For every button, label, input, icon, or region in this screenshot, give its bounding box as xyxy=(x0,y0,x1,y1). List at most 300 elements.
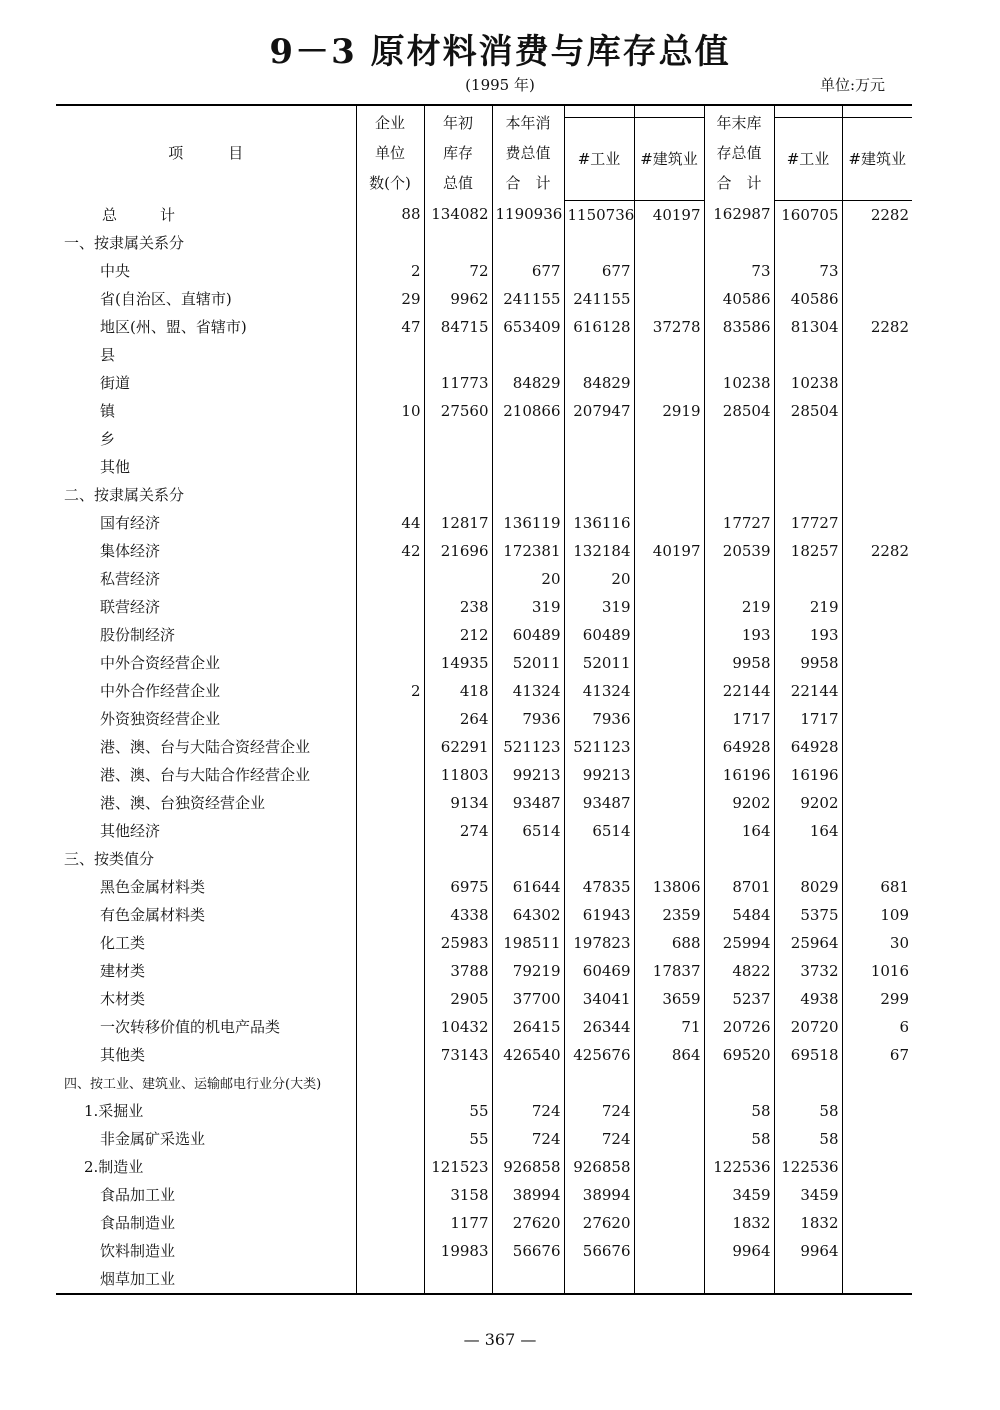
cell-value: 1832 xyxy=(774,1209,842,1237)
cell-value xyxy=(634,1181,704,1209)
row-label: 食品制造业 xyxy=(100,1214,176,1232)
cell-value: 21696 xyxy=(424,537,492,565)
cell-value: 122536 xyxy=(704,1153,774,1181)
row-label: 木材类 xyxy=(100,990,146,1008)
cell-value xyxy=(634,845,704,873)
table-row xyxy=(56,481,912,509)
cell-value: 418 xyxy=(424,677,492,705)
cell-value xyxy=(356,593,424,621)
cell-value: 193 xyxy=(774,621,842,649)
cell-value xyxy=(634,285,704,313)
cell-value: 9958 xyxy=(774,649,842,677)
cell-value: 67 xyxy=(842,1041,912,1069)
cell-value: 20539 xyxy=(704,537,774,565)
cell-value: 134082 xyxy=(424,200,492,229)
cell-value xyxy=(842,481,912,509)
table-row xyxy=(56,1013,912,1041)
table-row xyxy=(56,1181,912,1209)
cell-value xyxy=(492,1069,564,1097)
cell-value: 132184 xyxy=(564,537,634,565)
cell-value xyxy=(424,453,492,481)
table-row xyxy=(56,1153,912,1181)
cell-value: 26344 xyxy=(564,1013,634,1041)
table-row xyxy=(56,1125,912,1153)
cell-value xyxy=(634,593,704,621)
cell-value: 6975 xyxy=(424,873,492,901)
cell-value xyxy=(842,593,912,621)
cell-value xyxy=(634,817,704,845)
cell-value: 241155 xyxy=(492,285,564,313)
row-label: 地区(州、盟、省辖市) xyxy=(100,318,247,336)
cell-value: 6514 xyxy=(492,817,564,845)
header-closing-construction: #建筑业 xyxy=(842,118,912,200)
cell-value xyxy=(356,1069,424,1097)
cell-value: 7936 xyxy=(492,705,564,733)
cell-value xyxy=(704,845,774,873)
cell-value xyxy=(774,565,842,593)
cell-value xyxy=(774,425,842,453)
cell-value: 9134 xyxy=(424,789,492,817)
cell-value: 2905 xyxy=(424,985,492,1013)
page-number: — 367 — xyxy=(463,1330,537,1349)
cell-value: 677 xyxy=(564,257,634,285)
cell-value: 12817 xyxy=(424,509,492,537)
cell-value: 27560 xyxy=(424,397,492,425)
cell-value: 84829 xyxy=(492,369,564,397)
cell-value xyxy=(842,1069,912,1097)
cell-value: 10238 xyxy=(704,369,774,397)
cell-value xyxy=(634,1265,704,1294)
cell-value xyxy=(424,229,492,257)
cell-value xyxy=(564,425,634,453)
table-body xyxy=(56,200,912,1294)
cell-value: 219 xyxy=(774,593,842,621)
cell-value: 40586 xyxy=(774,285,842,313)
row-label: 其他经济 xyxy=(100,822,161,840)
cell-value: 2 xyxy=(356,677,424,705)
cell-value xyxy=(356,229,424,257)
cell-value: 99213 xyxy=(492,761,564,789)
cell-value xyxy=(634,453,704,481)
cell-value xyxy=(564,229,634,257)
cell-value: 6514 xyxy=(564,817,634,845)
cell-value: 20726 xyxy=(704,1013,774,1041)
cell-value: 19983 xyxy=(424,1237,492,1265)
cell-value xyxy=(356,341,424,369)
table-row xyxy=(56,565,912,593)
cell-value xyxy=(356,621,424,649)
cell-value xyxy=(356,817,424,845)
cell-value xyxy=(356,425,424,453)
cell-value xyxy=(356,733,424,761)
cell-value xyxy=(842,341,912,369)
cell-value: 241155 xyxy=(564,285,634,313)
cell-value: 83586 xyxy=(704,313,774,341)
row-label: 三、按类值分 xyxy=(64,850,155,868)
row-label: 中外合资经营企业 xyxy=(100,654,221,672)
cell-value: 61943 xyxy=(564,901,634,929)
row-label: 四、按工业、建筑业、运输邮电行业分(大类) xyxy=(64,1077,322,1092)
cell-value: 9964 xyxy=(704,1237,774,1265)
cell-value xyxy=(356,1237,424,1265)
cell-value: 11803 xyxy=(424,761,492,789)
cell-value xyxy=(356,1265,424,1294)
table-row xyxy=(56,1209,912,1237)
cell-value: 17837 xyxy=(634,957,704,985)
cell-value: 926858 xyxy=(492,1153,564,1181)
cell-value xyxy=(634,677,704,705)
page-title: 9－3 原材料消费与库存总值 xyxy=(269,32,731,72)
row-label: 镇 xyxy=(100,402,116,420)
cell-value xyxy=(356,873,424,901)
cell-value xyxy=(634,481,704,509)
cell-value xyxy=(842,761,912,789)
table-row xyxy=(56,341,912,369)
cell-value xyxy=(356,1209,424,1237)
cell-value: 52011 xyxy=(564,649,634,677)
cell-value xyxy=(356,957,424,985)
cell-value: 109 xyxy=(842,901,912,929)
cell-value: 44 xyxy=(356,509,424,537)
cell-value xyxy=(842,369,912,397)
table-row xyxy=(56,817,912,845)
cell-value xyxy=(842,1209,912,1237)
cell-value xyxy=(634,1097,704,1125)
cell-value xyxy=(356,1181,424,1209)
cell-value: 162987 xyxy=(704,200,774,229)
cell-value: 724 xyxy=(492,1125,564,1153)
cell-value xyxy=(774,453,842,481)
cell-value xyxy=(634,369,704,397)
cell-value: 88 xyxy=(356,200,424,229)
cell-value: 4938 xyxy=(774,985,842,1013)
cell-value xyxy=(842,257,912,285)
cell-value: 1832 xyxy=(704,1209,774,1237)
cell-value xyxy=(356,1097,424,1125)
cell-value xyxy=(704,229,774,257)
cell-value: 40586 xyxy=(704,285,774,313)
cell-value: 212 xyxy=(424,621,492,649)
cell-value: 28504 xyxy=(704,397,774,425)
cell-value: 38994 xyxy=(492,1181,564,1209)
cell-value: 58 xyxy=(774,1125,842,1153)
cell-value: 3459 xyxy=(774,1181,842,1209)
table-row xyxy=(56,1237,912,1265)
row-label: 股份制经济 xyxy=(100,626,176,644)
cell-value: 16196 xyxy=(774,761,842,789)
table-row xyxy=(56,761,912,789)
cell-value xyxy=(634,1125,704,1153)
cell-value xyxy=(564,453,634,481)
cell-value xyxy=(564,1069,634,1097)
row-label: 2.制造业 xyxy=(84,1158,144,1176)
cell-value xyxy=(842,789,912,817)
row-label: 乡 xyxy=(100,430,116,448)
cell-value xyxy=(842,649,912,677)
cell-value: 56676 xyxy=(564,1237,634,1265)
cell-value: 93487 xyxy=(564,789,634,817)
cell-value: 28504 xyxy=(774,397,842,425)
cell-value: 58 xyxy=(704,1097,774,1125)
cell-value: 121523 xyxy=(424,1153,492,1181)
cell-value xyxy=(774,229,842,257)
cell-value xyxy=(634,1209,704,1237)
cell-value: 16196 xyxy=(704,761,774,789)
cell-value: 8029 xyxy=(774,873,842,901)
table-row xyxy=(56,313,912,341)
cell-value xyxy=(492,845,564,873)
cell-value xyxy=(424,481,492,509)
table-row xyxy=(56,1069,912,1097)
table-row xyxy=(56,929,912,957)
cell-value: 25964 xyxy=(774,929,842,957)
row-label: 港、澳、台与大陆合作经营企业 xyxy=(100,766,311,784)
cell-value: 69518 xyxy=(774,1041,842,1069)
cell-value: 60489 xyxy=(492,621,564,649)
cell-value: 2 xyxy=(356,257,424,285)
cell-value xyxy=(634,1153,704,1181)
table-row xyxy=(56,1265,912,1294)
cell-value: 164 xyxy=(704,817,774,845)
year-label: (1995 年) xyxy=(465,76,535,94)
cell-value: 27620 xyxy=(492,1209,564,1237)
cell-value: 3659 xyxy=(634,985,704,1013)
cell-value xyxy=(842,1153,912,1181)
cell-value xyxy=(704,341,774,369)
cell-value xyxy=(634,649,704,677)
cell-value: 84829 xyxy=(564,369,634,397)
table-row xyxy=(56,1097,912,1125)
cell-value: 60489 xyxy=(564,621,634,649)
cell-value: 60469 xyxy=(564,957,634,985)
cell-value: 38994 xyxy=(564,1181,634,1209)
row-label: 化工类 xyxy=(100,934,146,952)
row-label: 一、按隶属关系分 xyxy=(64,234,185,252)
cell-value xyxy=(356,481,424,509)
cell-value: 25994 xyxy=(704,929,774,957)
cell-value xyxy=(842,845,912,873)
cell-value: 2359 xyxy=(634,901,704,929)
cell-value xyxy=(356,761,424,789)
cell-value xyxy=(842,1237,912,1265)
cell-value: 3732 xyxy=(774,957,842,985)
table-row xyxy=(56,649,912,677)
row-label: 联营经济 xyxy=(100,598,161,616)
cell-value: 41324 xyxy=(492,677,564,705)
cell-value: 73143 xyxy=(424,1041,492,1069)
cell-value: 197823 xyxy=(564,929,634,957)
cell-value: 58 xyxy=(774,1097,842,1125)
row-label: 食品加工业 xyxy=(100,1186,176,1204)
cell-value: 3788 xyxy=(424,957,492,985)
cell-value xyxy=(842,453,912,481)
cell-value: 47 xyxy=(356,313,424,341)
cell-value xyxy=(424,425,492,453)
cell-value xyxy=(634,705,704,733)
cell-value xyxy=(842,229,912,257)
cell-value xyxy=(842,1097,912,1125)
header-closing-stock: 年末库 存总值 合 计 xyxy=(704,105,774,200)
cell-value: 926858 xyxy=(564,1153,634,1181)
cell-value: 71 xyxy=(634,1013,704,1041)
cell-value: 724 xyxy=(564,1125,634,1153)
data-table xyxy=(56,104,912,1295)
cell-value: 9964 xyxy=(774,1237,842,1265)
cell-value: 30 xyxy=(842,929,912,957)
cell-value: 172381 xyxy=(492,537,564,565)
cell-value: 136116 xyxy=(564,509,634,537)
row-label: 私营经济 xyxy=(100,570,161,588)
cell-value xyxy=(492,453,564,481)
cell-value xyxy=(356,1153,424,1181)
cell-value xyxy=(634,565,704,593)
header-construction: #建筑业 xyxy=(634,118,704,200)
cell-value: 9202 xyxy=(774,789,842,817)
row-label: 港、澳、台与大陆合资经营企业 xyxy=(100,738,311,756)
row-label: 中外合作经营企业 xyxy=(100,682,221,700)
cell-value xyxy=(774,481,842,509)
row-label: 国有经济 xyxy=(100,514,161,532)
cell-value: 136119 xyxy=(492,509,564,537)
cell-value xyxy=(774,1069,842,1097)
cell-value xyxy=(704,425,774,453)
cell-value: 193 xyxy=(704,621,774,649)
cell-value: 9202 xyxy=(704,789,774,817)
cell-value xyxy=(356,789,424,817)
cell-value: 219 xyxy=(704,593,774,621)
cell-value: 99213 xyxy=(564,761,634,789)
cell-value: 34041 xyxy=(564,985,634,1013)
cell-value: 264 xyxy=(424,705,492,733)
cell-value: 4822 xyxy=(704,957,774,985)
table-row xyxy=(56,453,912,481)
cell-value: 58 xyxy=(704,1125,774,1153)
cell-value: 69520 xyxy=(704,1041,774,1069)
table-row xyxy=(56,229,912,257)
cell-value xyxy=(356,565,424,593)
cell-value xyxy=(634,621,704,649)
cell-value xyxy=(634,1069,704,1097)
cell-value xyxy=(634,257,704,285)
row-label: 街道 xyxy=(100,374,131,392)
cell-value xyxy=(492,1265,564,1294)
cell-value xyxy=(842,285,912,313)
cell-value xyxy=(356,1041,424,1069)
row-label: 总 计 xyxy=(102,205,190,224)
table-row xyxy=(56,397,912,425)
cell-value xyxy=(424,1265,492,1294)
row-label: 有色金属材料类 xyxy=(100,906,206,924)
cell-value: 64928 xyxy=(774,733,842,761)
cell-value: 17727 xyxy=(704,509,774,537)
cell-value: 238 xyxy=(424,593,492,621)
cell-value xyxy=(492,341,564,369)
cell-value xyxy=(356,1013,424,1041)
cell-value xyxy=(842,397,912,425)
cell-value xyxy=(492,481,564,509)
row-label: 其他类 xyxy=(100,1046,146,1064)
table-row xyxy=(56,677,912,705)
cell-value: 319 xyxy=(492,593,564,621)
cell-value: 521123 xyxy=(492,733,564,761)
table-row xyxy=(56,985,912,1013)
cell-value: 25983 xyxy=(424,929,492,957)
cell-value: 37700 xyxy=(492,985,564,1013)
header-opening-stock: 年初 库存 总值 xyxy=(424,105,492,200)
cell-value xyxy=(492,425,564,453)
cell-value xyxy=(634,761,704,789)
row-label: 县 xyxy=(100,346,116,364)
cell-value: 47835 xyxy=(564,873,634,901)
table-row xyxy=(56,873,912,901)
cell-value: 9962 xyxy=(424,285,492,313)
cell-value xyxy=(356,453,424,481)
cell-value: 1150736 xyxy=(564,200,634,229)
cell-value: 9958 xyxy=(704,649,774,677)
cell-value xyxy=(842,677,912,705)
cell-value xyxy=(356,649,424,677)
cell-value xyxy=(842,1125,912,1153)
cell-value: 2282 xyxy=(842,313,912,341)
cell-value xyxy=(356,705,424,733)
cell-value: 864 xyxy=(634,1041,704,1069)
cell-value: 6 xyxy=(842,1013,912,1041)
cell-value: 79219 xyxy=(492,957,564,985)
row-label: 黑色金属材料类 xyxy=(100,878,206,896)
cell-value xyxy=(356,845,424,873)
cell-value: 17727 xyxy=(774,509,842,537)
cell-value: 93487 xyxy=(492,789,564,817)
cell-value: 56676 xyxy=(492,1237,564,1265)
header-enterprises: 企业 单位 数(个) xyxy=(356,105,424,200)
table-row xyxy=(56,901,912,929)
cell-value: 274 xyxy=(424,817,492,845)
cell-value: 8701 xyxy=(704,873,774,901)
row-label: 烟草加工业 xyxy=(56,1265,356,1294)
header-consumption-total: 本年消 费总值 合 计 xyxy=(492,105,564,200)
cell-value: 5237 xyxy=(704,985,774,1013)
cell-value xyxy=(634,425,704,453)
cell-value xyxy=(842,1181,912,1209)
cell-value: 20720 xyxy=(774,1013,842,1041)
cell-value xyxy=(356,1125,424,1153)
header-industry: #工业 xyxy=(564,118,634,200)
row-label: 其他 xyxy=(100,458,131,476)
cell-value: 55 xyxy=(424,1097,492,1125)
table-row xyxy=(56,593,912,621)
cell-value xyxy=(356,901,424,929)
row-label: 中央 xyxy=(100,262,131,280)
cell-value: 41324 xyxy=(564,677,634,705)
table-row xyxy=(56,1041,912,1069)
table-row xyxy=(56,257,912,285)
cell-value: 3459 xyxy=(704,1181,774,1209)
row-label: 集体经济 xyxy=(100,542,161,560)
cell-value xyxy=(564,481,634,509)
cell-value: 10 xyxy=(356,397,424,425)
cell-value xyxy=(842,565,912,593)
cell-value xyxy=(704,1265,774,1294)
cell-value xyxy=(492,229,564,257)
cell-value: 2282 xyxy=(842,200,912,229)
cell-value: 1190936 xyxy=(492,200,564,229)
cell-value: 14935 xyxy=(424,649,492,677)
cell-value xyxy=(842,705,912,733)
cell-value xyxy=(424,341,492,369)
row-label: 港、澳、台独资经营企业 xyxy=(100,794,266,812)
cell-value xyxy=(842,509,912,537)
cell-value: 64302 xyxy=(492,901,564,929)
